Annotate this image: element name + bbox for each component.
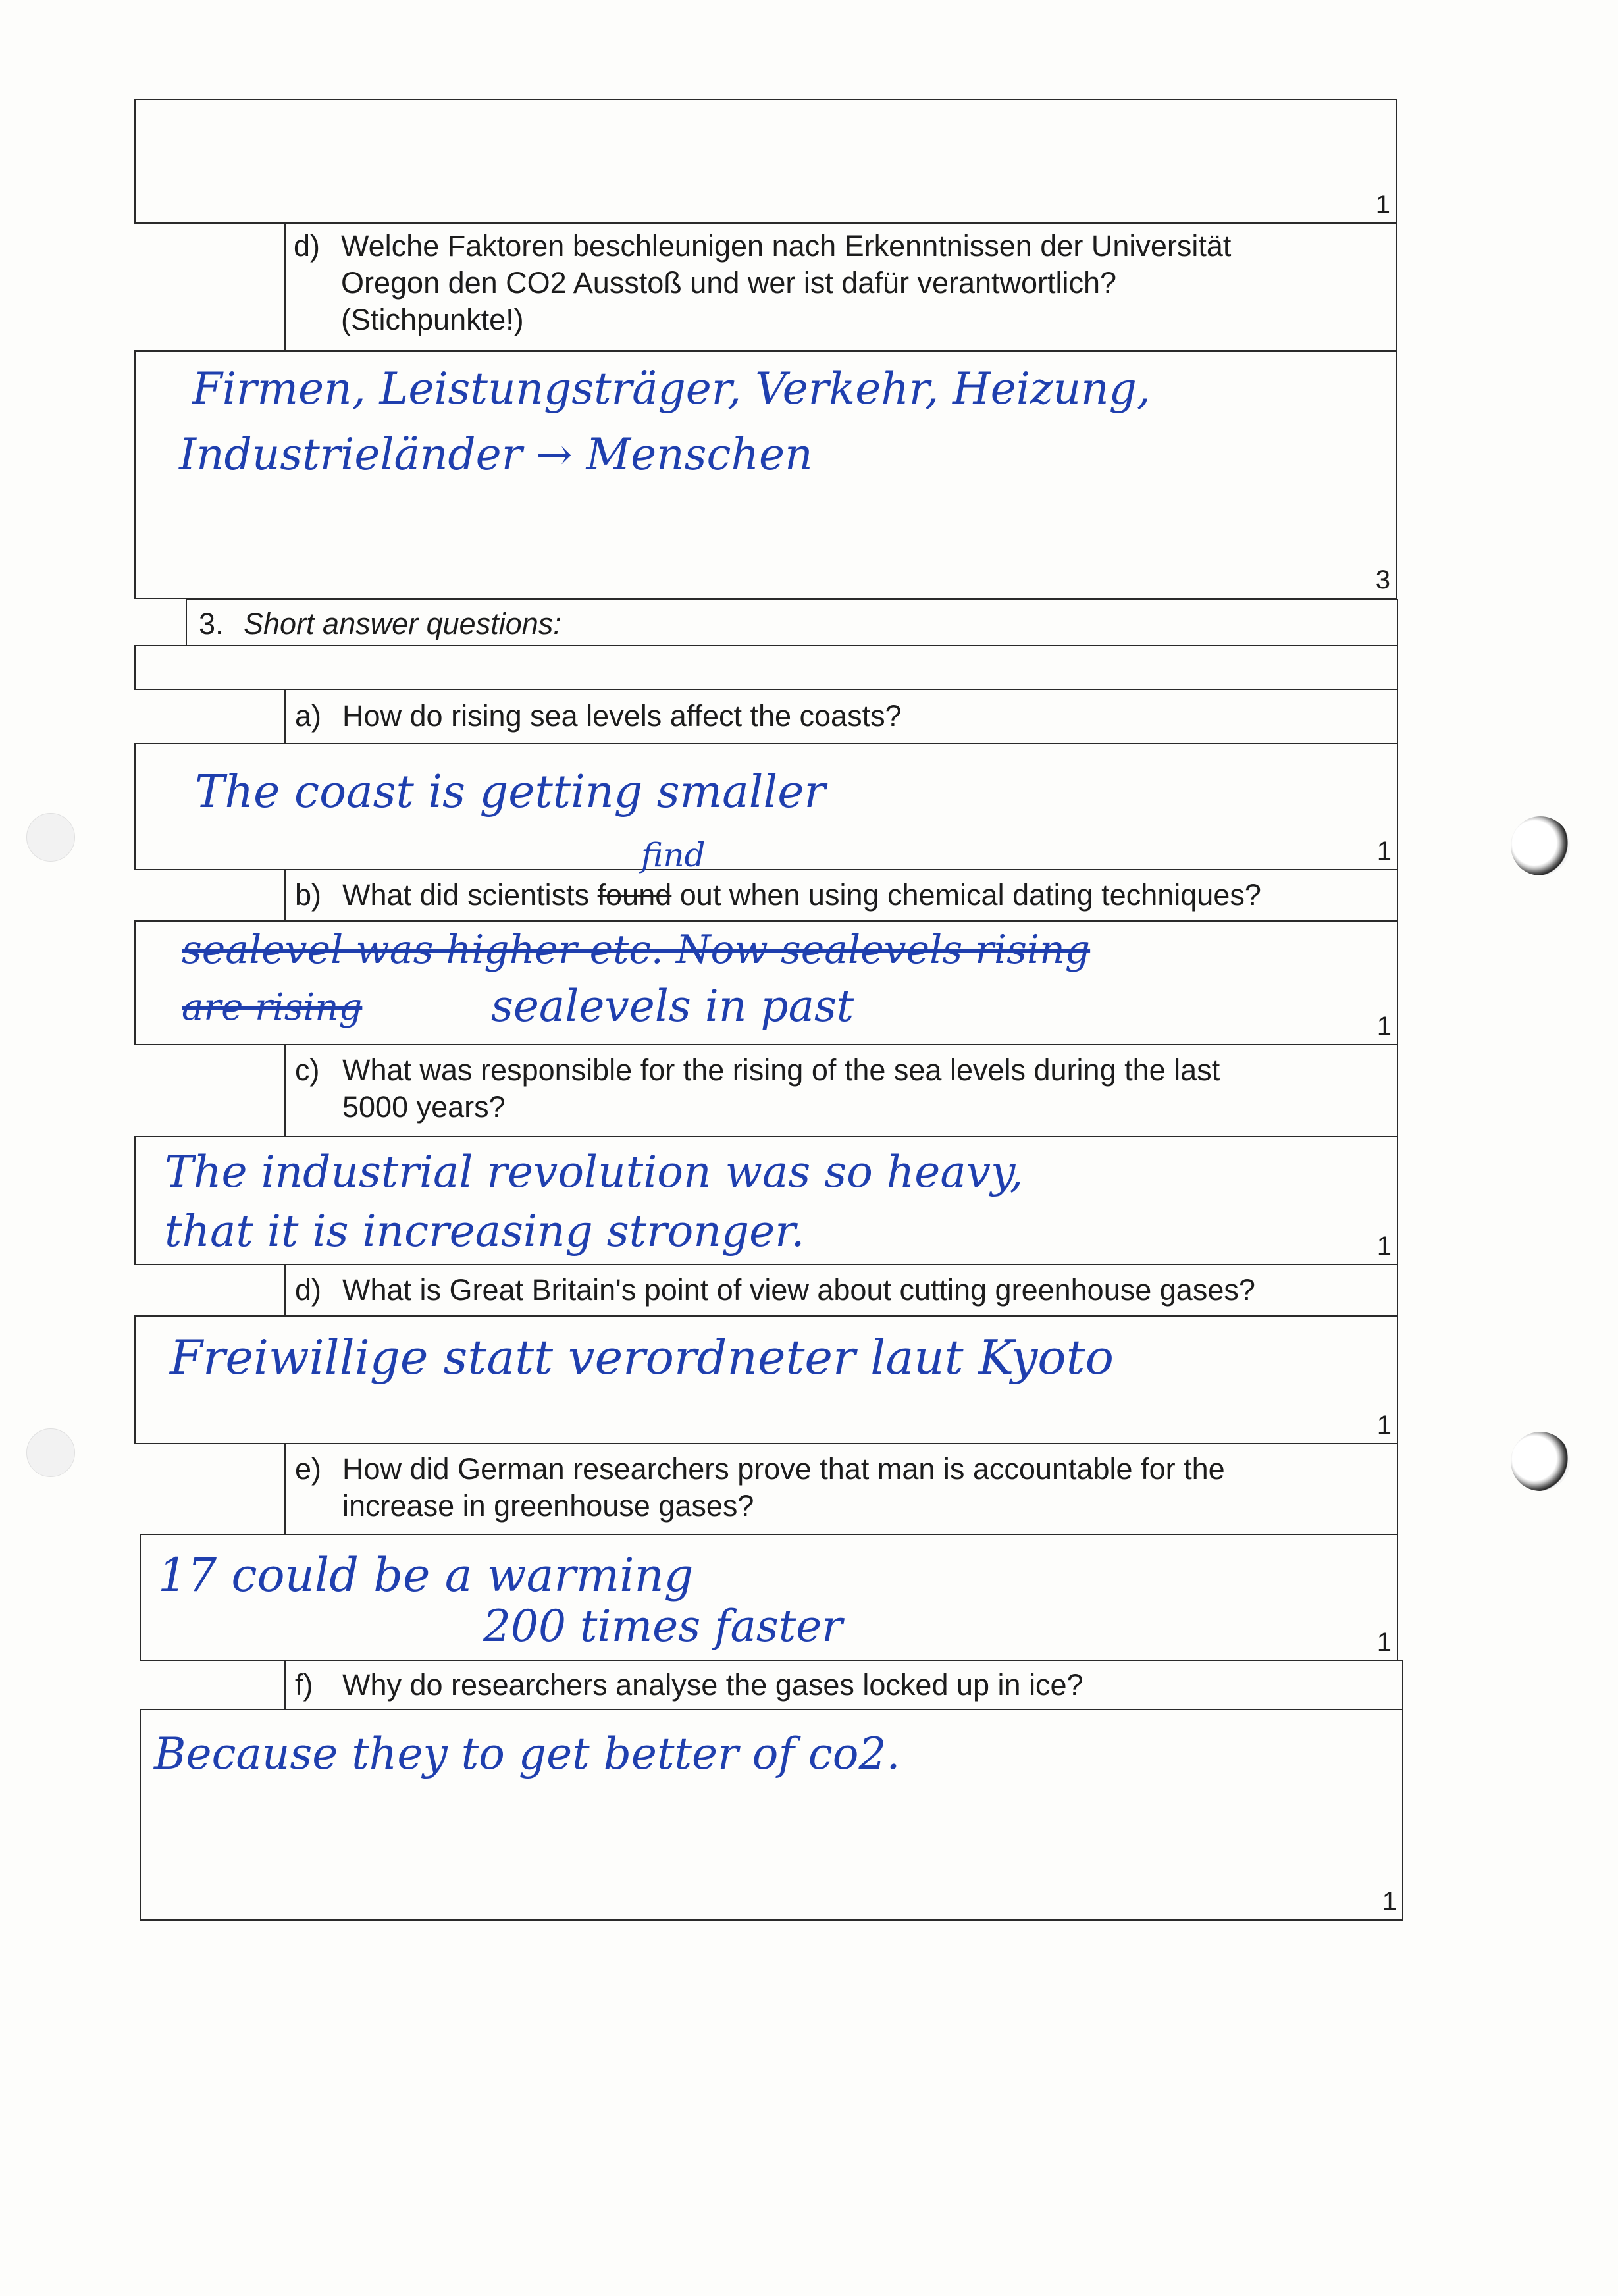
question-letter: d) — [294, 229, 321, 263]
section-number: 3. — [199, 607, 224, 640]
handwritten-answer: Firmen, Leistungsträger, Verkehr, Heizung, — [192, 363, 1151, 414]
question-letter: f) — [295, 1668, 313, 1702]
question-text-part: What did scientists — [342, 878, 598, 912]
question-line: Welche Faktoren beschleunigen nach Erkenntnissen der Universität — [341, 229, 1232, 263]
answer-box-e — [140, 1534, 1398, 1661]
punch-hole-right-upper — [1511, 816, 1570, 875]
handwritten-answer: The coast is getting smaller — [195, 766, 825, 818]
section-title: Short answer questions: — [244, 607, 561, 640]
points-label: 3 — [1375, 565, 1390, 594]
handwritten-answer: 200 times faster — [483, 1601, 843, 1652]
answer-box-c — [134, 1136, 1398, 1265]
handwritten-answer: Freiwillige statt verordneter laut Kyoto — [170, 1330, 1114, 1385]
question-letter: d) — [295, 1273, 322, 1307]
question-text-c — [342, 1052, 1220, 1126]
question-line: (Stichpunkte!) — [341, 303, 524, 336]
question-box-f — [284, 1660, 1403, 1710]
question-letter: b) — [295, 878, 322, 912]
question-text-e — [342, 1451, 1225, 1525]
handwritten-answer: Because they to get better of co2. — [154, 1729, 900, 1779]
question-line: Oregon den CO2 Ausstoß und wer ist dafür verantwortlich? — [341, 266, 1117, 300]
section-heading-box — [186, 599, 1398, 646]
struck-word: found — [597, 878, 672, 912]
handwritten-answer: Industrieländer → Menschen — [179, 429, 813, 480]
question-box-b — [284, 836, 1398, 922]
question-box-a — [284, 689, 1398, 744]
points-label: 1 — [1376, 1232, 1392, 1261]
answer-box-b — [134, 920, 1398, 1045]
question-box-e — [284, 1443, 1398, 1535]
question-text-d: What is Great Britain's point of view about cutting greenhouse gases? — [342, 1273, 1255, 1307]
punch-hole-right-lower — [1511, 1432, 1570, 1491]
question-text-part: out when using chemical dating techniques? — [671, 878, 1261, 912]
question-text-f: Why do researchers analyse the gases locked up in ice? — [342, 1668, 1083, 1702]
points-label: 1 — [1376, 1411, 1392, 1440]
punch-hole-left-lower — [26, 1428, 75, 1477]
handwritten-struck-answer: are rising — [182, 986, 363, 1029]
points-label: 1 — [1382, 1887, 1397, 1916]
question-box-d — [284, 1264, 1398, 1317]
question-box-c — [284, 1044, 1398, 1137]
points-label: 1 — [1376, 1012, 1392, 1041]
question-line: increase in greenhouse gases? — [342, 1489, 754, 1523]
answer-box-a — [134, 743, 1398, 870]
answer-box-d — [134, 1315, 1398, 1444]
points-label: 1 — [1376, 837, 1392, 866]
question-line: 5000 years? — [342, 1090, 506, 1124]
answer-box-part-d — [134, 350, 1397, 599]
handwritten-answer: that it is increasing stronger. — [165, 1206, 805, 1257]
punch-hole-left-upper — [26, 813, 75, 862]
question-line: What was responsible for the rising of the sea levels during the last — [342, 1053, 1220, 1087]
handwritten-answer: 17 could be a warming — [158, 1548, 694, 1602]
question-letter: c) — [295, 1053, 320, 1087]
answer-box-f — [140, 1709, 1403, 1921]
question-text-part-d — [341, 228, 1388, 338]
handwritten-answer: sealevels in past — [491, 981, 854, 1031]
section-spacer-box — [134, 645, 1398, 690]
points-label: 1 — [1376, 1628, 1392, 1657]
handwritten-struck-answer: sealevel was higher etc. Now sealevels rising — [182, 927, 1091, 973]
answer-box-previous — [134, 99, 1397, 224]
question-letter: e) — [295, 1452, 322, 1486]
question-text-a: How do rising sea levels affect the coasts? — [342, 699, 902, 733]
question-text-b — [342, 877, 1261, 914]
handwritten-correction: find — [641, 836, 706, 874]
question-letter: a) — [295, 699, 322, 733]
handwritten-answer: The industrial revolution was so heavy, — [165, 1147, 1024, 1197]
points-label: 1 — [1375, 190, 1390, 219]
question-line: How did German researchers prove that man is accountable for the — [342, 1452, 1225, 1486]
